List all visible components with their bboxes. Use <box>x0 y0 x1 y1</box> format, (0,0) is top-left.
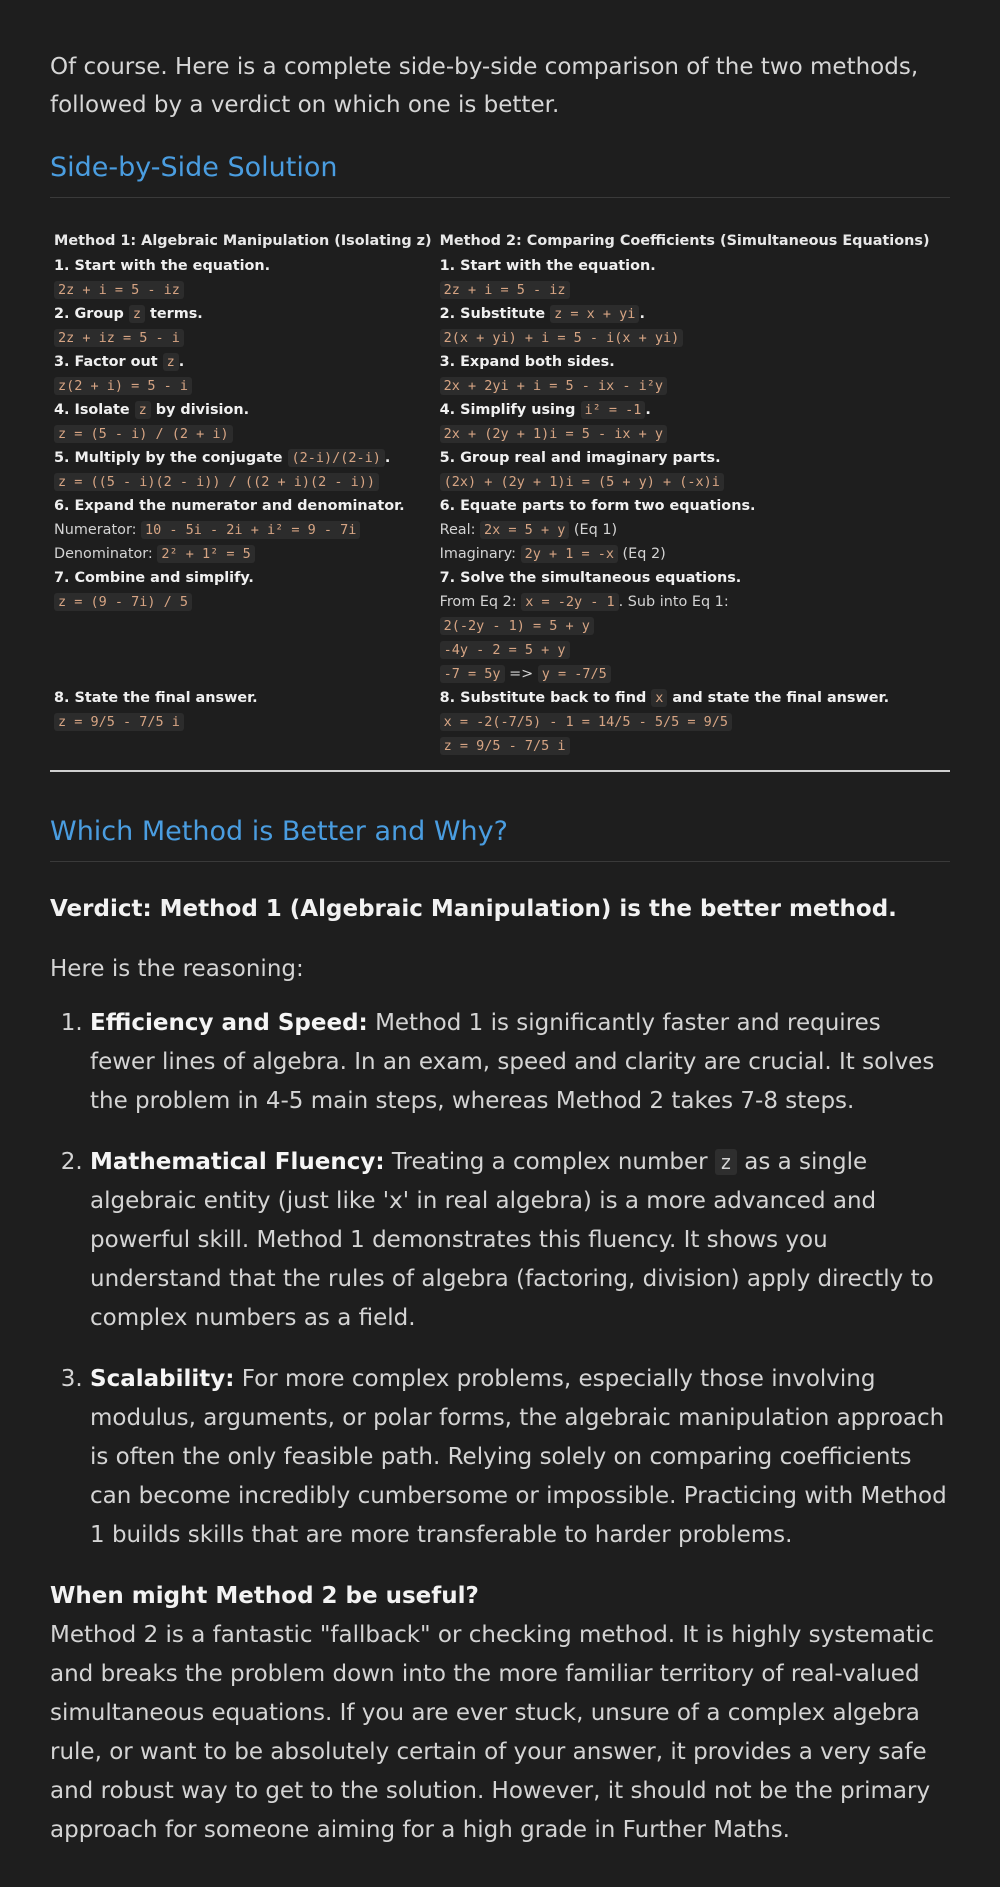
step-title: 8. State the final answer. <box>54 690 258 706</box>
step-line <box>440 470 930 494</box>
math-code: z = x + yi <box>550 305 639 323</box>
math-code: i² = -1 <box>581 401 646 419</box>
math-code: z = (9 - 7i) / 5 <box>54 593 192 611</box>
step-cell <box>436 566 934 686</box>
reason-text: as a single algebraic entity (just like 'x' in real algebra) is a more advanced and powerful skill. Method 1 demonstrates this fluency. It shows you understand that the rules of algebra (factoring, division) apply directly to complex numbers as a field. <box>90 1149 934 1331</box>
math-code: (2x) + (2y + 1)i = (5 + y) + (-x)i <box>440 473 724 491</box>
step-cell <box>436 686 934 758</box>
step-title: and state the final answer. <box>667 690 890 706</box>
math-code: x = -2y - 1 <box>521 593 618 611</box>
math-code: 2x = 5 + y <box>480 521 569 539</box>
step-title: 8. Substitute back to find <box>439 690 652 706</box>
step-title: . <box>639 306 645 322</box>
step-line <box>440 302 930 326</box>
step-title: . <box>384 450 391 466</box>
step-title: 5. Group real and imaginary parts. <box>439 450 721 466</box>
step-cell <box>50 254 436 302</box>
step-text: Imaginary: <box>439 546 521 562</box>
step-cell <box>436 350 934 398</box>
inline-code: z <box>715 1149 737 1175</box>
comparison-table <box>50 228 934 758</box>
step-title: 1. Start with the equation. <box>54 258 271 274</box>
step-line <box>440 374 930 398</box>
step-cell <box>436 398 934 446</box>
reason-item-fluency <box>90 1143 950 1338</box>
step-line <box>54 302 432 326</box>
table-row <box>50 350 934 398</box>
table-row <box>50 254 934 302</box>
reason-item-efficiency <box>90 1004 950 1121</box>
step-cell <box>436 302 934 350</box>
step-text: . Sub into Eq 1: <box>618 594 729 610</box>
step-line <box>440 662 930 686</box>
step-line <box>54 446 432 470</box>
step-title: . <box>178 354 185 370</box>
step-line <box>440 254 930 278</box>
math-code: z <box>163 353 179 371</box>
step-line <box>440 422 930 446</box>
step-line <box>440 614 930 638</box>
step-line <box>440 590 930 614</box>
step-cell <box>50 350 436 398</box>
step-line <box>440 638 930 662</box>
intro-paragraph: Of course. Here is a complete side-by-side comparison of the two methods, followed by a verdict on which one is better. <box>50 54 919 118</box>
step-line <box>440 278 930 302</box>
step-title: 2. Group <box>54 306 129 322</box>
method2-heading: When might Method 2 be useful? <box>50 1583 479 1609</box>
step-title: by division. <box>150 402 250 418</box>
step-text: Numerator: <box>54 522 142 538</box>
reason-title: Mathematical Fluency: <box>90 1149 385 1175</box>
math-code: y = -7/5 <box>538 665 611 683</box>
math-code: -7 = 5y <box>440 665 505 683</box>
math-code: 2z + iz = 5 - i <box>54 329 184 347</box>
step-line <box>54 494 432 518</box>
step-line <box>440 446 930 470</box>
verdict-statement: Verdict: Method 1 (Algebraic Manipulation) is the better method. <box>50 896 897 922</box>
table-row <box>50 494 934 566</box>
step-title: terms. <box>144 306 203 322</box>
math-code: 2² + 1² = 5 <box>157 545 254 563</box>
step-line <box>54 470 432 494</box>
step-line <box>440 686 930 710</box>
math-code: z = (5 - i) / (2 + i) <box>54 425 233 443</box>
step-line <box>54 566 432 590</box>
reason-text: Treating a complex number <box>391 1149 708 1175</box>
math-code: x <box>651 689 667 707</box>
step-text: (Eq 2) <box>617 546 666 562</box>
step-line <box>54 254 432 278</box>
step-line <box>440 494 930 518</box>
math-code: z = 9/5 - 7/5 i <box>54 713 184 731</box>
table-row <box>50 566 934 686</box>
section-heading-verdict: Which Method is Better and Why? <box>50 816 950 862</box>
math-code: 2x + (2y + 1)i = 5 - ix + y <box>440 425 667 443</box>
table-row <box>50 686 934 758</box>
table-row <box>50 302 934 350</box>
math-code: 2(x + yi) + i = 5 - i(x + yi) <box>440 329 684 347</box>
reason-title: Efficiency and Speed: <box>90 1010 368 1036</box>
step-cell <box>436 494 934 566</box>
math-code: 2(-2y - 1) = 5 + y <box>440 617 594 635</box>
section-heading-solution: Side-by-Side Solution <box>50 152 950 198</box>
step-text: From Eq 2: <box>439 594 522 610</box>
reason-item-scalability <box>90 1360 950 1555</box>
step-line <box>54 686 432 710</box>
math-code: z = 9/5 - 7/5 i <box>440 737 570 755</box>
step-line <box>440 350 930 374</box>
step-line <box>54 326 432 350</box>
step-title: 5. Multiply by the conjugate <box>54 450 288 466</box>
step-line <box>440 398 930 422</box>
step-line <box>440 734 930 758</box>
step-title: . <box>645 402 651 418</box>
step-title: 7. Combine and simplify. <box>54 570 254 586</box>
reasoning-intro: Here is the reasoning: <box>50 956 304 982</box>
step-line <box>440 518 930 542</box>
method1-header: Method 1: Algebraic Manipulation (Isolating z) <box>54 233 432 249</box>
step-title: 2. Substitute <box>439 306 551 322</box>
step-cell <box>50 398 436 446</box>
math-code: z(2 + i) = 5 - i <box>54 377 192 395</box>
step-line <box>54 422 432 446</box>
step-cell <box>436 254 934 302</box>
math-code: 2x + 2yi + i = 5 - ix - i²y <box>440 377 667 395</box>
step-line <box>440 566 930 590</box>
step-title: 3. Expand both sides. <box>439 354 615 370</box>
reasons-list <box>50 1004 950 1555</box>
step-title: 4. Isolate <box>54 402 135 418</box>
step-text: Real: <box>439 522 481 538</box>
step-line <box>54 350 432 374</box>
step-line <box>54 542 432 566</box>
step-title: 7. Solve the simultaneous equations. <box>439 570 742 586</box>
step-title: 6. Equate parts to form two equations. <box>439 498 756 514</box>
math-code: -4y - 2 = 5 + y <box>440 641 570 659</box>
table-row <box>50 398 934 446</box>
math-code: (2-i)/(2-i) <box>288 449 385 467</box>
step-cell <box>436 446 934 494</box>
math-code: 2y + 1 = -x <box>521 545 618 563</box>
math-code: 10 - 5i - 2i + i² = 9 - 7i <box>141 521 360 539</box>
reason-title: Scalability: <box>90 1366 235 1392</box>
step-cell <box>50 446 436 494</box>
math-code: 2z + i = 5 - iz <box>54 281 184 299</box>
step-line <box>440 542 930 566</box>
step-line <box>54 374 432 398</box>
step-line <box>54 590 432 614</box>
step-text: => <box>504 666 538 682</box>
step-line <box>54 518 432 542</box>
step-cell <box>50 494 436 566</box>
step-text: (Eq 1) <box>569 522 618 538</box>
step-title: 4. Simplify using <box>439 402 581 418</box>
section-divider <box>50 770 950 772</box>
step-cell <box>50 686 436 758</box>
math-code: z <box>129 305 145 323</box>
math-code: 2z + i = 5 - iz <box>440 281 570 299</box>
step-title: 1. Start with the equation. <box>439 258 656 274</box>
step-text: Denominator: <box>54 546 158 562</box>
table-row <box>50 446 934 494</box>
step-title: 3. Factor out <box>54 354 163 370</box>
step-cell <box>50 566 436 686</box>
math-code: z = ((5 - i)(2 - i)) / ((2 + i)(2 - i)) <box>54 473 379 491</box>
method2-header: Method 2: Comparing Coefficients (Simultaneous Equations) <box>439 233 930 249</box>
step-line <box>54 710 432 734</box>
step-cell <box>50 302 436 350</box>
step-title: 6. Expand the numerator and denominator. <box>54 498 405 514</box>
reason-text: For more complex problems, especially those involving modulus, arguments, or polar forms, the algebraic manipulation approach is often the only feasible path. Relying solely on comparing coefficients can become incredibly cumbersome or impossible. Practicing with Method 1 builds skills that are more transferable to harder problems. <box>90 1366 947 1548</box>
reason-text: Method 1 is significantly faster and requires fewer lines of algebra. In an exam, speed and clarity are crucial. It solves the problem in 4-5 main steps, whereas Method 2 takes 7-8 steps. <box>90 1010 935 1114</box>
step-line <box>440 710 930 734</box>
method2-paragraph: Method 2 is a fantastic "fallback" or checking method. It is highly systematic and breaks the problem down into the more familiar territory of real-valued simultaneous equations. If you are ever stuck, unsure of a complex algebra rule, or want to be absolutely certain of your answer, it provides a very safe and robust way to get to the solution. However, it should not be the primary approach for someone aiming for a high grade in Further Maths. <box>50 1622 934 1843</box>
math-code: x = -2(-7/5) - 1 = 14/5 - 5/5 = 9/5 <box>440 713 732 731</box>
step-line <box>54 398 432 422</box>
step-line <box>440 326 930 350</box>
step-line <box>54 278 432 302</box>
math-code: z <box>135 401 151 419</box>
